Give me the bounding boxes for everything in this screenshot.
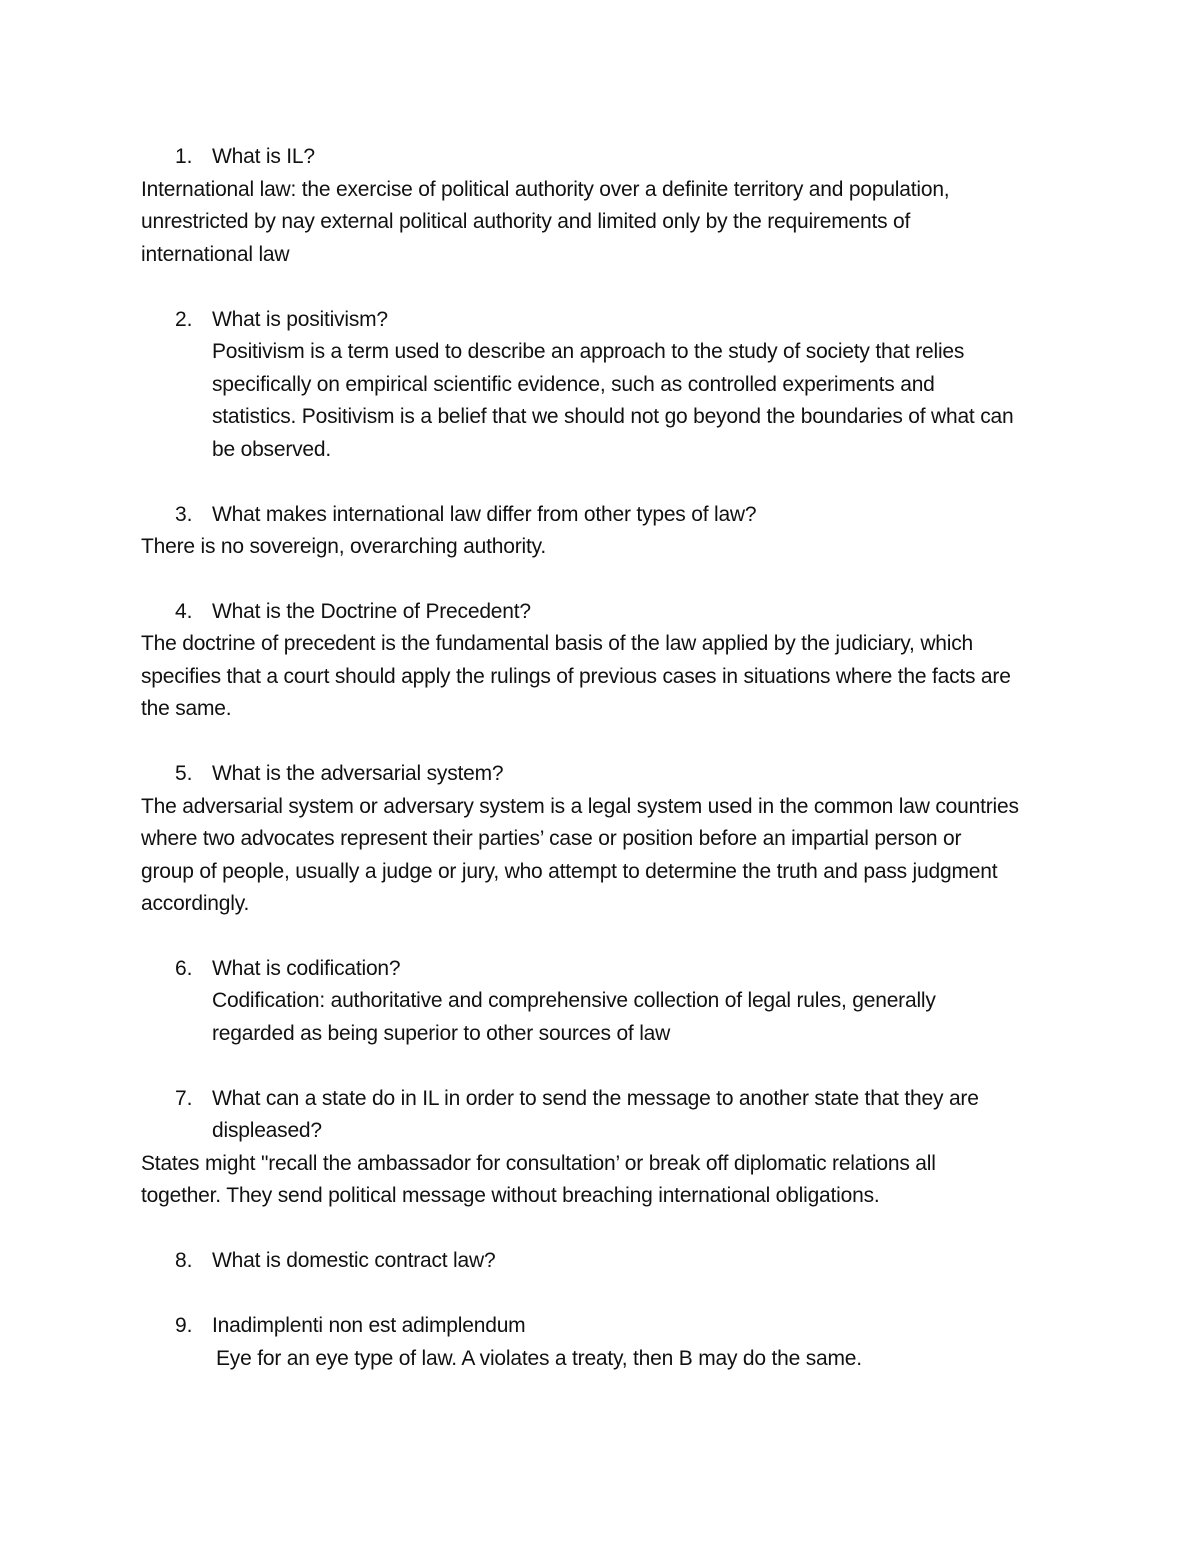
item-1-question: What is IL? <box>212 145 315 168</box>
item-2-answer-line-3: statistics. Positivism is a belief that we should not go beyond the boundaries of what can <box>212 405 1014 428</box>
item-3-answer-line-1: There is no sovereign, overarching authority. <box>141 535 546 558</box>
item-3-question: What makes international law differ from other types of law? <box>212 503 757 526</box>
item-4-number: 4. <box>175 600 193 623</box>
item-2-answer-line-4: be observed. <box>212 438 332 461</box>
item-5-answer-line-4: accordingly. <box>141 892 250 915</box>
item-9-number: 9. <box>175 1314 193 1337</box>
item-4-question: What is the Doctrine of Precedent? <box>212 600 531 623</box>
item-1-number: 1. <box>175 145 193 168</box>
item-2-answer-line-2: specifically on empirical scientific evidence, such as controlled experiments and <box>212 373 935 396</box>
item-2-number: 2. <box>175 308 193 331</box>
item-2-answer-line-1: Positivism is a term used to describe an approach to the study of society that relies <box>212 340 965 363</box>
item-1-answer-line-2: unrestricted by nay external political authority and limited only by the requirements of <box>141 210 911 233</box>
item-7-answer-line-2: together. They send political message without breaching international obligations. <box>141 1184 880 1207</box>
item-6-question: What is codification? <box>212 957 401 980</box>
item-6-answer-line-1: Codification: authoritative and comprehensive collection of legal rules, generally <box>212 989 936 1012</box>
item-8-number: 8. <box>175 1249 193 1272</box>
item-5-number: 5. <box>175 762 193 785</box>
item-9-question: Inadimplenti non est adimplendum <box>212 1314 526 1337</box>
item-9-answer-line-1: Eye for an eye type of law. A violates a treaty, then B may do the same. <box>216 1347 862 1370</box>
item-5-question: What is the adversarial system? <box>212 762 504 785</box>
item-7-question-line-1: What can a state do in IL in order to send the message to another state that they are <box>212 1087 979 1110</box>
item-5-answer-line-1: The adversarial system or adversary system is a legal system used in the common law countries <box>141 795 1019 818</box>
item-6-number: 6. <box>175 957 193 980</box>
item-5-answer-line-3: group of people, usually a judge or jury, who attempt to determine the truth and pass judgment <box>141 860 998 883</box>
item-7-answer-line-1: States might "recall the ambassador for consultation’ or break off diplomatic relations all <box>141 1152 936 1175</box>
item-1-answer-line-3: international law <box>141 243 290 266</box>
item-1-answer-line-1: International law: the exercise of political authority over a definite territory and population, <box>141 178 950 201</box>
item-7-number: 7. <box>175 1087 193 1110</box>
item-3-number: 3. <box>175 503 193 526</box>
item-4-answer-line-3: the same. <box>141 697 232 720</box>
item-8-question: What is domestic contract law? <box>212 1249 496 1272</box>
item-7-question-line-2: displeased? <box>212 1119 322 1142</box>
item-4-answer-line-1: The doctrine of precedent is the fundamental basis of the law applied by the judiciary, which <box>141 632 974 655</box>
item-5-answer-line-2: where two advocates represent their parties’ case or position before an impartial person or <box>141 827 962 850</box>
item-6-answer-line-2: regarded as being superior to other sources of law <box>212 1022 671 1045</box>
item-4-answer-line-2: specifies that a court should apply the rulings of previous cases in situations where the facts are <box>141 665 1011 688</box>
item-2-question: What is positivism? <box>212 308 388 331</box>
